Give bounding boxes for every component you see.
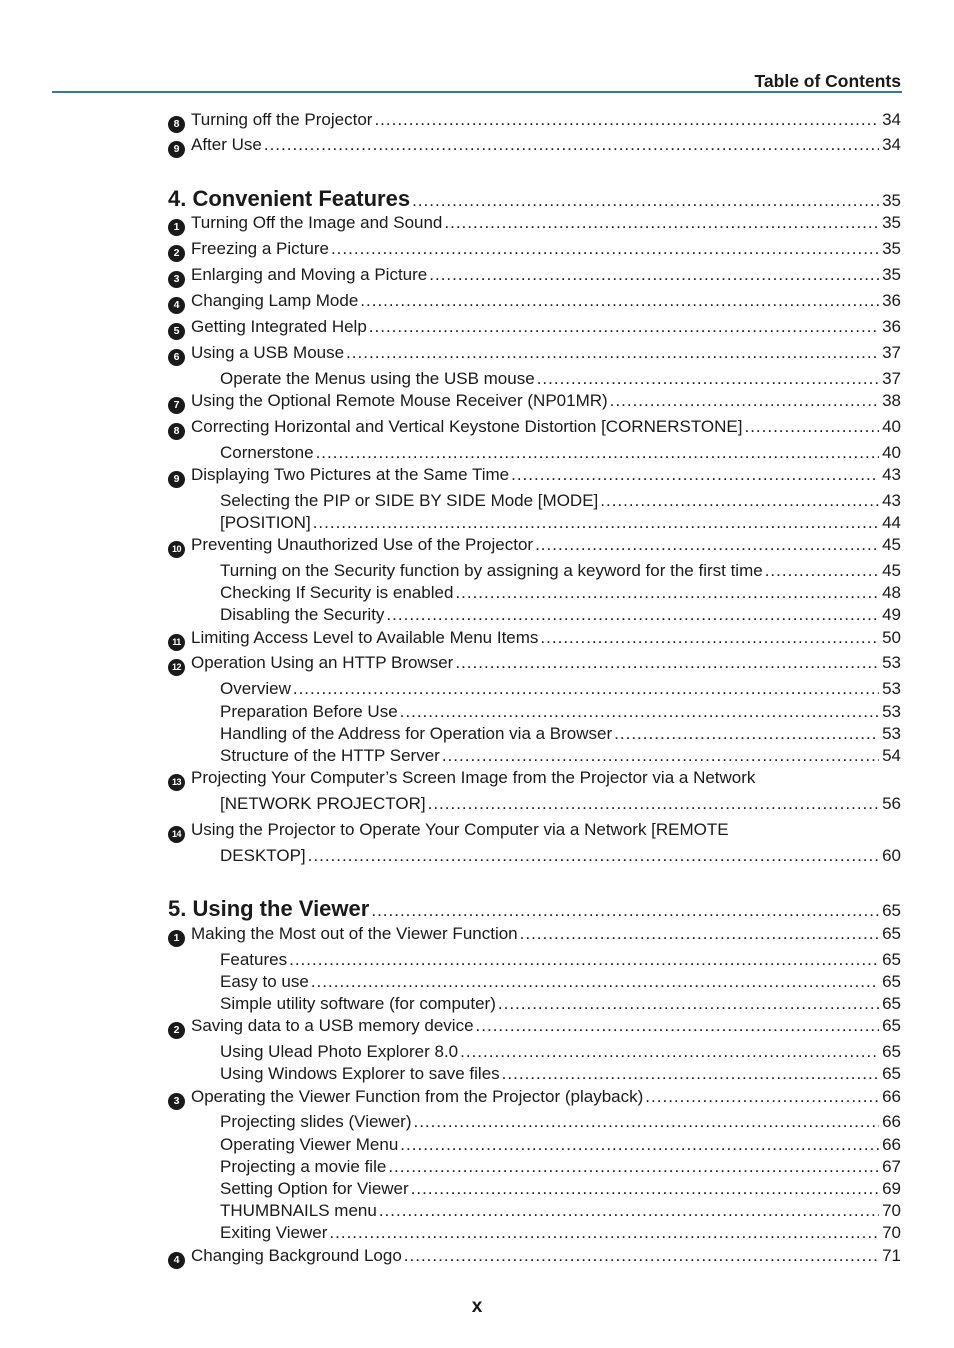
entry-number-badge: 1 [168, 930, 185, 947]
toc-subentry[interactable] [220, 605, 901, 627]
entry-label: Using a USB Mouse [191, 343, 345, 362]
entry-label: THUMBNAILS menu [220, 1201, 377, 1220]
toc-subentry[interactable] [220, 972, 901, 994]
entry-label: Making the Most out of the Viewer Function [191, 924, 518, 943]
dot-leader [293, 679, 879, 699]
toc-subentry[interactable] [220, 369, 901, 391]
entry-label: Enlarging and Moving a Picture [191, 265, 428, 284]
toc-subentry[interactable] [220, 561, 901, 583]
dot-leader [371, 901, 879, 921]
entry-page-number: 34 [882, 110, 901, 129]
entry-label: [NETWORK PROJECTOR] [220, 794, 426, 813]
dot-leader [413, 1112, 879, 1132]
entry-label: Checking If Security is enabled [220, 583, 454, 602]
entry-page-number: 43 [882, 465, 901, 484]
entry-label: Turning off the Projector [191, 110, 373, 129]
dot-leader [346, 343, 879, 363]
entry-label: Operate the Menus using the USB mouse [220, 369, 535, 388]
entry-page-number: 43 [882, 491, 901, 510]
dot-leader [460, 1042, 879, 1062]
entry-number-badge: 2 [168, 245, 185, 262]
entry-number-badge: 9 [168, 471, 185, 488]
dot-leader [498, 994, 879, 1014]
entry-page-number: 34 [882, 135, 901, 154]
entry-number-badge: 12 [168, 659, 185, 676]
entry-number-badge: 10 [168, 541, 185, 558]
dot-leader [428, 794, 879, 814]
entry-page-number: 65 [882, 972, 901, 991]
toc-entry[interactable] [168, 768, 901, 790]
dot-leader [535, 535, 879, 555]
dot-leader [404, 1246, 879, 1266]
entry-label: Preventing Unauthorized Use of the Projector [191, 535, 534, 554]
toc-subentry[interactable] [220, 724, 901, 746]
entry-page-number: 70 [882, 1201, 901, 1220]
dot-leader [442, 746, 879, 766]
entry-label: DESKTOP] [220, 846, 306, 865]
entry-page-number: 40 [882, 417, 901, 436]
entry-page-number: 53 [882, 679, 901, 698]
toc-entry[interactable] [168, 924, 901, 946]
dot-leader [400, 702, 879, 722]
toc-subentry[interactable] [220, 994, 901, 1016]
toc-subentry[interactable] [220, 702, 901, 724]
entry-label: Using the Optional Remote Mouse Receiver (NP01MR) [191, 391, 608, 410]
entry-page-number: 49 [882, 605, 901, 624]
entry-page-number: 48 [882, 583, 901, 602]
toc-subentry[interactable] [220, 950, 901, 972]
dot-leader [600, 491, 879, 511]
entry-page-number: 53 [882, 702, 901, 721]
entry-page-number: 71 [882, 1246, 901, 1265]
entry-page-number: 40 [882, 443, 901, 462]
toc-subentry[interactable] [220, 846, 901, 868]
entry-page-number: 66 [882, 1112, 901, 1131]
entry-label: Using Windows Explorer to save files [220, 1064, 500, 1083]
toc-subentry[interactable] [220, 1157, 901, 1179]
dot-leader [429, 265, 879, 285]
entry-number-badge: 4 [168, 297, 185, 314]
entry-page-number: 65 [882, 994, 901, 1013]
dot-leader [400, 1135, 879, 1155]
toc-subentry[interactable] [220, 513, 901, 535]
entry-page-number: 65 [882, 924, 901, 943]
entry-label: Easy to use [220, 972, 309, 991]
entry-page-number: 35 [882, 265, 901, 284]
entry-page-number: 44 [882, 513, 901, 532]
entry-label: Structure of the HTTP Server [220, 746, 440, 765]
toc-entry[interactable] [168, 1087, 901, 1109]
entry-label: Projecting a movie file [220, 1157, 387, 1176]
entry-page-number: 66 [882, 1087, 901, 1106]
entry-label: Features [220, 950, 288, 969]
entry-page-number: 65 [882, 1042, 901, 1061]
entry-page-number: 45 [882, 535, 901, 554]
dot-leader [379, 1201, 879, 1221]
entry-label: Freezing a Picture [191, 239, 329, 258]
entry-label: Turning Off the Image and Sound [191, 213, 443, 232]
entry-label: 4. Convenient Features [168, 186, 411, 211]
toc-entry[interactable] [168, 653, 901, 675]
toc-subentry[interactable] [220, 443, 901, 465]
dot-leader [520, 924, 879, 944]
entry-number-badge: 4 [168, 1252, 185, 1269]
page-number: x [471, 1296, 483, 1317]
toc-entry[interactable] [168, 1016, 901, 1038]
entry-page-number: 35 [882, 191, 901, 210]
dot-leader [329, 1223, 879, 1243]
entry-page-number: 54 [882, 746, 901, 765]
entry-number-badge: 9 [168, 141, 185, 158]
toc-entry[interactable] [168, 343, 901, 365]
toc-subentry[interactable] [220, 1064, 901, 1086]
dot-leader [369, 317, 879, 337]
dot-leader [386, 605, 879, 625]
toc-subentry[interactable] [220, 1135, 901, 1157]
entry-label: After Use [191, 135, 262, 154]
entry-label: Using Ulead Photo Explorer 8.0 [220, 1042, 459, 1061]
entry-label: Operating the Viewer Function from the Projector (playback) [191, 1087, 644, 1106]
entry-label: Getting Integrated Help [191, 317, 367, 336]
entry-label: Overview [220, 679, 291, 698]
toc-entry[interactable] [168, 417, 901, 439]
entry-page-number: 50 [882, 628, 901, 647]
entry-label: Changing Lamp Mode [191, 291, 359, 310]
entry-page-number: 65 [882, 1016, 901, 1035]
entry-label: Setting Option for Viewer [220, 1179, 409, 1198]
toc-subentry[interactable] [220, 1112, 901, 1134]
dot-leader [645, 1087, 879, 1107]
dot-leader [540, 628, 879, 648]
entry-label: Changing Background Logo [191, 1246, 402, 1265]
toc-subentry[interactable] [220, 1179, 901, 1201]
entry-page-number: 45 [882, 561, 901, 580]
entry-number-badge: 7 [168, 397, 185, 414]
page-header-title: Table of Contents [754, 71, 901, 91]
entry-label: Correcting Horizontal and Vertical Keystone Distortion [CORNERSTONE] [191, 417, 743, 436]
entry-label: Selecting the PIP or SIDE BY SIDE Mode [MODE] [220, 491, 599, 510]
entry-number-badge: 8 [168, 116, 185, 133]
entry-page-number: 53 [882, 724, 901, 743]
toc-subentry[interactable] [220, 1042, 901, 1064]
entry-label: Cornerstone [220, 443, 314, 462]
toc-entry[interactable] [168, 1246, 901, 1268]
dot-leader [502, 1064, 879, 1084]
entry-page-number: 65 [882, 901, 901, 920]
toc-entry[interactable] [168, 628, 901, 650]
toc-entry[interactable] [168, 391, 901, 413]
entry-label: Operation Using an HTTP Browser [191, 653, 454, 672]
toc-entry[interactable] [168, 265, 901, 287]
entry-number-badge: 1 [168, 219, 185, 236]
dot-leader [411, 1179, 879, 1199]
entry-label: Operating Viewer Menu [220, 1135, 399, 1154]
entry-number-badge: 5 [168, 323, 185, 340]
entry-label: [POSITION] [220, 513, 311, 532]
entry-page-number: 70 [882, 1223, 901, 1242]
entry-label: 5. Using the Viewer [168, 896, 370, 921]
entry-page-number: 35 [882, 213, 901, 232]
entry-page-number: 37 [882, 369, 901, 388]
toc-subentry[interactable] [220, 746, 901, 768]
entry-page-number: 67 [882, 1157, 901, 1176]
entry-number-badge: 13 [168, 774, 185, 791]
entry-page-number: 53 [882, 653, 901, 672]
toc-entry[interactable] [168, 213, 901, 235]
toc-entry[interactable] [168, 317, 901, 339]
entry-number-badge: 11 [168, 634, 185, 651]
toc-subentry[interactable] [220, 679, 901, 701]
toc-subentry[interactable] [220, 1223, 901, 1245]
entry-label: Projecting Your Computer’s Screen Image from the Projector via a Network [191, 768, 756, 787]
dot-leader [289, 950, 879, 970]
dot-leader [537, 369, 879, 389]
dot-leader [374, 110, 879, 130]
dot-leader [264, 135, 879, 155]
entry-label: Saving data to a USB memory device [191, 1016, 474, 1035]
dot-leader [744, 417, 879, 437]
toc-entry[interactable] [168, 291, 901, 313]
entry-page-number: 35 [882, 239, 901, 258]
dot-leader [610, 391, 879, 411]
dot-leader [331, 239, 879, 259]
toc-entry[interactable] [168, 239, 901, 261]
entry-label: Displaying Two Pictures at the Same Time [191, 465, 510, 484]
entry-label: Disabling the Security [220, 605, 385, 624]
dot-leader [614, 724, 879, 744]
entry-label: Preparation Before Use [220, 702, 398, 721]
entry-label: Exiting Viewer [220, 1223, 328, 1242]
entry-label: Using the Projector to Operate Your Computer via a Network [REMOTE [191, 820, 729, 839]
dot-leader [311, 972, 879, 992]
entry-page-number: 65 [882, 950, 901, 969]
entry-number-badge: 6 [168, 349, 185, 366]
dot-leader [388, 1157, 879, 1177]
toc-subentry[interactable] [220, 794, 901, 816]
dot-leader [455, 653, 879, 673]
toc-subentry[interactable] [220, 583, 901, 605]
entry-label: Simple utility software (for computer) [220, 994, 496, 1013]
entry-page-number: 36 [882, 291, 901, 310]
dot-leader [412, 191, 879, 211]
entry-label: Projecting slides (Viewer) [220, 1112, 412, 1131]
entry-page-number: 65 [882, 1064, 901, 1083]
entry-page-number: 56 [882, 794, 901, 813]
dot-leader [444, 213, 879, 233]
toc-entry[interactable] [168, 135, 901, 157]
toc-entry[interactable] [168, 535, 901, 557]
dot-leader [313, 513, 879, 533]
dot-leader [765, 561, 879, 581]
toc-entry[interactable] [168, 820, 901, 842]
dot-leader [476, 1016, 880, 1036]
entry-label: Handling of the Address for Operation via a Browser [220, 724, 613, 743]
dot-leader [316, 443, 880, 463]
dot-leader [511, 465, 879, 485]
toc-entry[interactable] [168, 465, 901, 487]
entry-number-badge: 14 [168, 826, 185, 843]
toc-subentry[interactable] [220, 1201, 901, 1223]
toc-section-heading[interactable] [168, 186, 901, 214]
entry-label: Limiting Access Level to Available Menu Items [191, 628, 539, 647]
entry-page-number: 60 [882, 846, 901, 865]
entry-number-badge: 3 [168, 271, 185, 288]
entry-number-badge: 3 [168, 1093, 185, 1110]
entry-page-number: 38 [882, 391, 901, 410]
entry-label: Turning on the Security function by assigning a keyword for the first time [220, 561, 763, 580]
dot-leader [360, 291, 879, 311]
entry-page-number: 66 [882, 1135, 901, 1154]
entry-page-number: 36 [882, 317, 901, 336]
entry-number-badge: 8 [168, 423, 185, 440]
toc-subentry[interactable] [220, 491, 901, 513]
dot-leader [308, 846, 879, 866]
entry-page-number: 37 [882, 343, 901, 362]
toc-entry[interactable] [168, 110, 901, 132]
entry-number-badge: 2 [168, 1022, 185, 1039]
entry-page-number: 69 [882, 1179, 901, 1198]
dot-leader [455, 583, 879, 603]
toc-section-heading[interactable] [168, 896, 901, 924]
